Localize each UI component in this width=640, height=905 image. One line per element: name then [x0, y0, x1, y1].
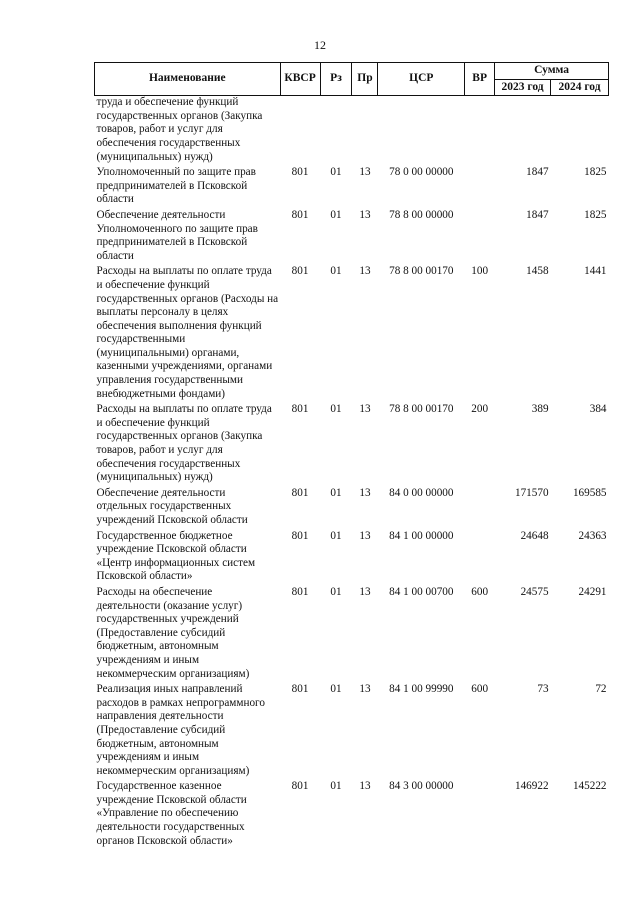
row-vr — [465, 166, 495, 209]
row-rz — [320, 96, 352, 166]
row-rz: 01 — [330, 403, 342, 416]
row-rz: 01 — [330, 529, 342, 542]
table-row — [95, 209, 609, 265]
row-rz: 01 — [330, 486, 342, 499]
header-sum: Сумма — [495, 63, 609, 80]
row-kvsr: 801 — [291, 529, 309, 542]
header-name: Наименование — [95, 63, 281, 96]
row-vr: 100 — [471, 265, 489, 278]
row-csr: 84 1 00 00700 — [389, 585, 454, 598]
row-kvsr: 801 — [291, 780, 309, 793]
row-name: Государственное бюджетное учреждение Псковской области «Центр информационных систем Псковской области» — [96, 529, 256, 583]
table-row — [95, 530, 609, 586]
row-pr: 13 — [359, 780, 371, 793]
row-pr: 13 — [359, 208, 371, 221]
row-pr: 13 — [359, 529, 371, 542]
row-rz: 01 — [330, 780, 342, 793]
row-kvsr — [280, 96, 320, 166]
row-sum-2024 — [551, 96, 609, 166]
row-pr: 13 — [359, 683, 371, 696]
row-sum-2024: 72 — [595, 683, 607, 696]
row-sum-2024: 1825 — [584, 166, 607, 179]
table-row — [95, 586, 609, 683]
row-pr: 13 — [359, 403, 371, 416]
row-name: Расходы на выплаты по оплате труда и обеспечение функций государственных органов (Расходы на выплаты персоналу в целях обеспечения выполнения функций государственными (муниципальными) органами, казенными учреждениями, органами управления государственными внебюджетными фондами) — [96, 265, 279, 400]
table-row — [95, 403, 609, 487]
table-row — [95, 166, 609, 209]
row-csr: 84 0 00 00000 — [389, 486, 454, 499]
row-sum-2023: 24575 — [520, 585, 549, 598]
row-name: Уполномоченный по защите прав предпринимателей в Псковской области — [96, 166, 256, 206]
header-rz: Рз — [320, 63, 352, 96]
row-vr: 600 — [471, 585, 489, 598]
header-pr: Пр — [352, 63, 378, 96]
row-vr — [465, 487, 495, 530]
row-csr: 78 8 00 00170 — [389, 265, 454, 278]
row-sum-2023: 389 — [531, 403, 549, 416]
row-name: труда и обеспечение функций государственных органов (Закупка товаров, работ и услуг для обеспечения государственных (муниципальных) нужд) — [96, 96, 263, 163]
row-sum-2024: 145222 — [572, 780, 607, 793]
row-kvsr: 801 — [291, 265, 309, 278]
row-rz: 01 — [330, 585, 342, 598]
row-sum-2023: 1847 — [526, 166, 549, 179]
row-name: Реализация иных направлений расходов в рамках непрограммного направления деятельности (Предоставление субсидий бюджетным, автономным учреждениям и иным некоммерческим организациям) — [96, 683, 265, 777]
row-rz: 01 — [330, 265, 342, 278]
row-kvsr: 801 — [291, 585, 309, 598]
row-vr: 600 — [471, 683, 489, 696]
row-csr: 78 8 00 00000 — [389, 208, 454, 221]
row-pr: 13 — [359, 265, 371, 278]
header-csr: ЦСР — [378, 63, 465, 96]
header-year-2023: 2023 год — [495, 79, 551, 96]
row-pr: 13 — [359, 166, 371, 179]
row-pr: 13 — [359, 585, 371, 598]
row-rz: 01 — [330, 208, 342, 221]
row-kvsr: 801 — [291, 486, 309, 499]
row-sum-2024: 24291 — [578, 585, 607, 598]
table-row — [95, 683, 609, 780]
row-csr: 84 1 00 99990 — [389, 683, 454, 696]
row-rz: 01 — [330, 683, 342, 696]
row-sum-2024: 169585 — [572, 486, 607, 499]
row-sum-2023 — [495, 96, 551, 166]
row-sum-2023: 1458 — [526, 265, 549, 278]
row-pr — [352, 96, 378, 166]
header-vr: ВР — [465, 63, 495, 96]
row-vr — [465, 780, 495, 850]
row-sum-2023: 171570 — [514, 486, 549, 499]
row-vr — [465, 530, 495, 586]
row-csr — [378, 96, 465, 166]
header-kvsr: КВСР — [280, 63, 320, 96]
row-name: Расходы на обеспечение деятельности (оказание услуг) государственных учреждений (Предоставление субсидий бюджетным, автономным учреждениям и иным некоммерческим организациям) — [96, 585, 250, 680]
table-body — [95, 96, 609, 851]
row-sum-2023: 24648 — [520, 529, 549, 542]
row-name: Обеспечение деятельности Уполномоченного по защите прав предпринимателей в Псковской области — [96, 208, 258, 262]
row-sum-2024: 24363 — [578, 529, 607, 542]
table-header — [95, 63, 609, 96]
page-number: 12 — [314, 38, 326, 52]
row-vr — [465, 96, 495, 166]
table-row — [95, 265, 609, 403]
row-name: Обеспечение деятельности отдельных государственных учреждений Псковской области — [96, 486, 248, 526]
row-sum-2023: 73 — [537, 683, 549, 696]
row-sum-2023: 146922 — [514, 780, 549, 793]
row-kvsr: 801 — [291, 683, 309, 696]
table-row — [95, 780, 609, 850]
row-csr: 78 8 00 00170 — [389, 403, 454, 416]
table-row — [95, 487, 609, 530]
row-pr: 13 — [359, 486, 371, 499]
table-row — [95, 96, 609, 166]
row-csr: 84 3 00 00000 — [389, 780, 454, 793]
row-rz: 01 — [330, 166, 342, 179]
row-vr — [465, 209, 495, 265]
budget-table — [94, 62, 609, 850]
row-sum-2024: 1441 — [584, 265, 607, 278]
row-kvsr: 801 — [291, 403, 309, 416]
row-name: Расходы на выплаты по оплате труда и обеспечение функций государственных органов (Закупка товаров, работ и услуг для обеспечения государственных (муниципальных) нужд) — [96, 403, 272, 484]
header-year-2024: 2024 год — [551, 79, 609, 96]
row-csr: 78 0 00 00000 — [389, 166, 454, 179]
row-sum-2023: 1847 — [526, 208, 549, 221]
row-kvsr: 801 — [291, 208, 309, 221]
row-vr: 200 — [471, 403, 489, 416]
row-kvsr: 801 — [291, 166, 309, 179]
row-sum-2024: 1825 — [584, 208, 607, 221]
row-name: Государственное казенное учреждение Псковской области «Управление по обеспечению деятельности государственных органов Псковской области» — [96, 780, 247, 847]
row-sum-2024: 384 — [589, 403, 607, 416]
row-csr: 84 1 00 00000 — [389, 529, 454, 542]
